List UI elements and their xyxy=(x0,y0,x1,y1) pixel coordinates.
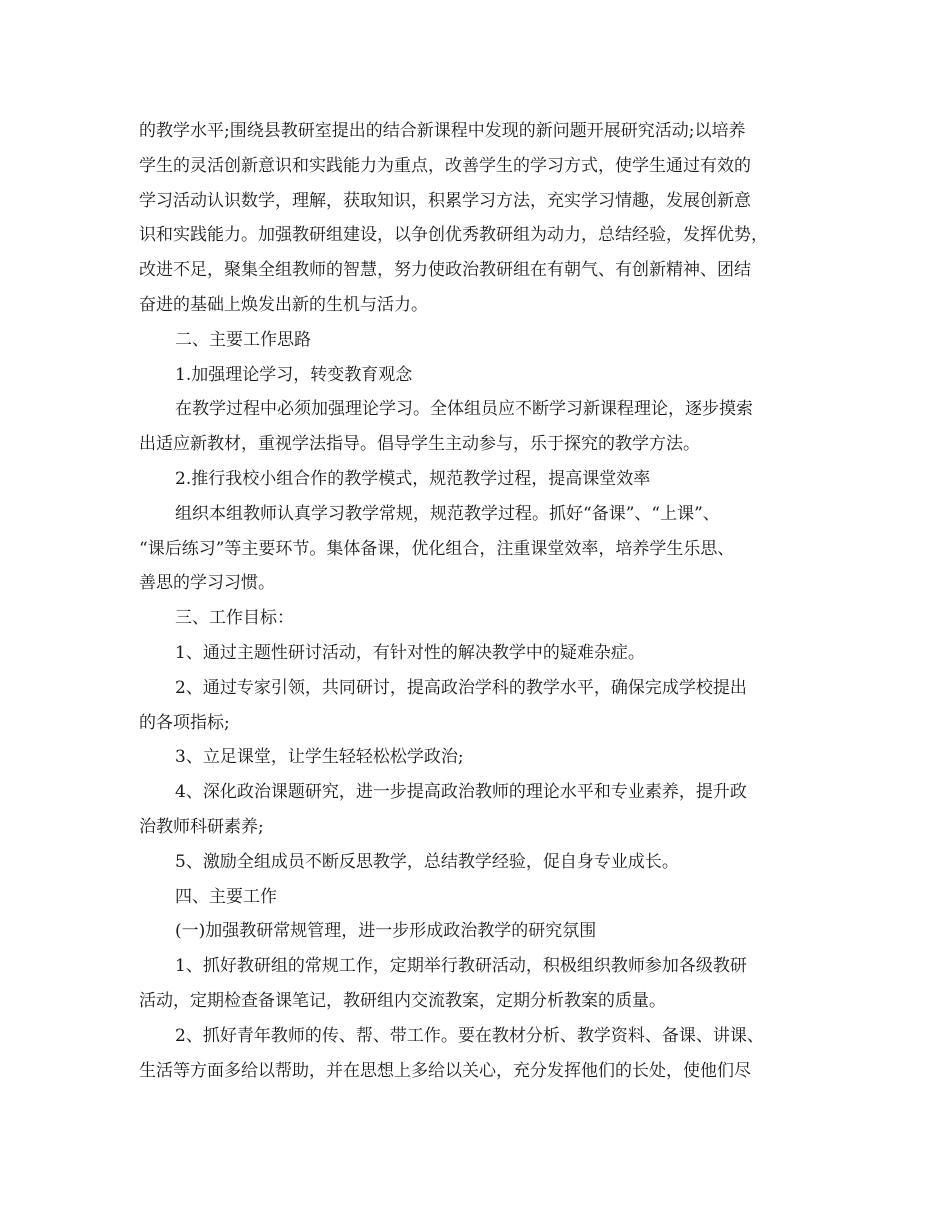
text-line: 的各项指标; xyxy=(139,712,230,733)
text-line: 出适应新教材，重视学法指导。倡导学生主动参与，乐于探究的教学方法。 xyxy=(139,434,700,455)
text-line: 善思的学习习惯。 xyxy=(139,573,275,594)
document-body xyxy=(139,114,819,1088)
text-line: 奋进的基础上焕发出新的生机与活力。 xyxy=(139,294,428,315)
text-line: 2、抓好青年教师的传、帮、带工作。要在教材分析、教学资料、备课、讲课、 xyxy=(175,1025,764,1046)
text-line: 学习活动认识数学，理解，获取知识，积累学习方法，充实学习情趣，发展创新意 xyxy=(139,190,751,211)
text-line: 在教学过程中必须加强理论学习。全体组员应不断学习新课程理论，逐步摸索 xyxy=(175,399,753,420)
text-line: 1、抓好教研组的常规工作，定期举行教研活动，积极组织教师参加各级教研 xyxy=(175,956,747,977)
text-line: 3、立足课堂，让学生轻轻松松学政治; xyxy=(175,747,464,768)
text-line: 2、通过专家引领，共同研讨，提高政治学科的教学水平，确保完成学校提出 xyxy=(175,677,747,698)
text-line: 生活等方面多给以帮助，并在思想上多给以关心，充分发挥他们的长处，使他们尽 xyxy=(139,1060,751,1081)
text-line: 三、工作目标： xyxy=(175,608,294,629)
text-line: 4、深化政治课题研究，进一步提高政治教师的理论水平和专业素养，提升政 xyxy=(175,782,747,803)
text-line: 的教学水平;围绕县教研室提出的结合新课程中发现的新问题开展研究活动;以培养 xyxy=(139,121,746,141)
text-line: 1.加强理论学习，转变教育观念 xyxy=(175,364,413,385)
text-line: 组织本组教师认真学习教学常规，规范教学过程。抓好“备课”、“上课”、 xyxy=(175,503,720,524)
text-line: 识和实践能力。加强教研组建设，以争创优秀教研组为动力，总结经验，发挥优势， xyxy=(139,225,768,246)
text-line: 四、主要工作 xyxy=(175,886,277,907)
text-line: “课后练习”等主要环节。集体备课，优化组合，注重课堂效率，培养学生乐思、 xyxy=(139,538,735,559)
text-line: 5、激励全组成员不断反思教学，总结教学经验，促自身专业成长。 xyxy=(175,851,679,872)
text-line: 2.推行我校小组合作的教学模式，规范教学过程，提高课堂效率 xyxy=(175,468,651,489)
text-line: (一)加强教研常规管理，进一步形成政治教学的研究氛围 xyxy=(175,921,597,942)
text-line: 学生的灵活创新意识和实践能力为重点，改善学生的学习方式，使学生通过有效的 xyxy=(139,155,751,176)
text-line: 活动，定期检查备课笔记，教研组内交流教案，定期分析教案的质量。 xyxy=(139,990,666,1011)
text-line: 1、通过主题性研讨活动，有针对性的解决教学中的疑难杂症。 xyxy=(175,642,645,663)
text-line: 治教师科研素养; xyxy=(139,816,264,837)
text-line: 二、主要工作思路 xyxy=(175,329,311,350)
text-line: 改进不足，聚集全组教师的智慧，努力使政治教研组在有朝气、有创新精神、团结 xyxy=(139,260,751,281)
